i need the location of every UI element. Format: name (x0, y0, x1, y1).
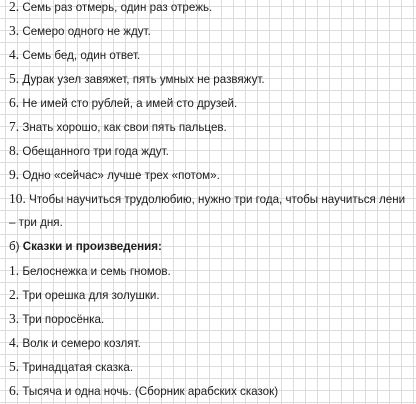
item-number: 3. (9, 23, 20, 38)
proverb-item-6 (9, 91, 410, 115)
item-text: Три поросёнка. (22, 313, 105, 326)
tale-item-4 (9, 331, 410, 355)
proverb-item-2 (9, 0, 410, 19)
tale-item-6 (9, 379, 410, 403)
tale-item-2 (9, 283, 410, 307)
item-text: Тысяча и одна ночь. (Сборник арабских сказок) (22, 385, 279, 398)
item-number: 10. (9, 191, 26, 206)
item-text: Одно «сейчас» лучше трех «потом». (22, 169, 220, 182)
section-title: Сказки и произведения: (22, 240, 162, 253)
item-text: Не имей сто рублей, а имей сто друзей. (22, 97, 238, 110)
item-text: Знать хорошо, как свои пять пальцев. (22, 121, 227, 134)
item-number: 5. (9, 359, 20, 374)
tale-item-5 (9, 355, 410, 379)
section-prefix: б) (9, 240, 20, 253)
item-number: 5. (9, 71, 20, 86)
proverb-item-4 (9, 43, 410, 67)
tale-item-1 (9, 259, 410, 283)
proverb-item-9 (9, 163, 410, 187)
item-text: Волк и семеро козлят. (22, 337, 141, 350)
item-text: Обещанного три года ждут. (22, 145, 169, 158)
item-number: 2. (9, 0, 20, 14)
item-number: 4. (9, 47, 20, 62)
proverb-item-3 (9, 19, 410, 43)
item-number: 8. (9, 143, 20, 158)
item-number: 9. (9, 167, 20, 182)
item-text: Дурак узел завяжет, пять умных не развяжут. (22, 73, 265, 86)
proverb-item-10-continuation (9, 211, 410, 235)
item-number: 6. (9, 95, 20, 110)
item-number: 4. (9, 335, 20, 350)
item-text: Три орешка для золушки. (22, 289, 160, 302)
proverb-item-7 (9, 115, 410, 139)
item-text: – три дня. (9, 216, 63, 229)
tale-item-3 (9, 307, 410, 331)
item-number: 6. (9, 383, 20, 398)
item-text: Белоснежка и семь гномов. (22, 265, 171, 278)
item-number: 7. (9, 119, 20, 134)
item-number: 3. (9, 311, 20, 326)
item-text: Тринадцатая сказка. (22, 361, 134, 374)
item-text: Чтобы научиться трудолюбию, нужно три года, чтобы научиться лени (29, 193, 406, 206)
section-heading (9, 235, 410, 259)
proverb-item-10 (9, 187, 410, 211)
item-text: Семеро одного не ждут. (22, 25, 151, 38)
item-number: 1. (9, 263, 20, 278)
item-number: 2. (9, 287, 20, 302)
item-text: Семь бед, один ответ. (22, 49, 141, 62)
item-text: Семь раз отмерь, один раз отрежь. (22, 1, 213, 14)
proverb-item-5 (9, 67, 410, 91)
proverb-item-8 (9, 139, 410, 163)
